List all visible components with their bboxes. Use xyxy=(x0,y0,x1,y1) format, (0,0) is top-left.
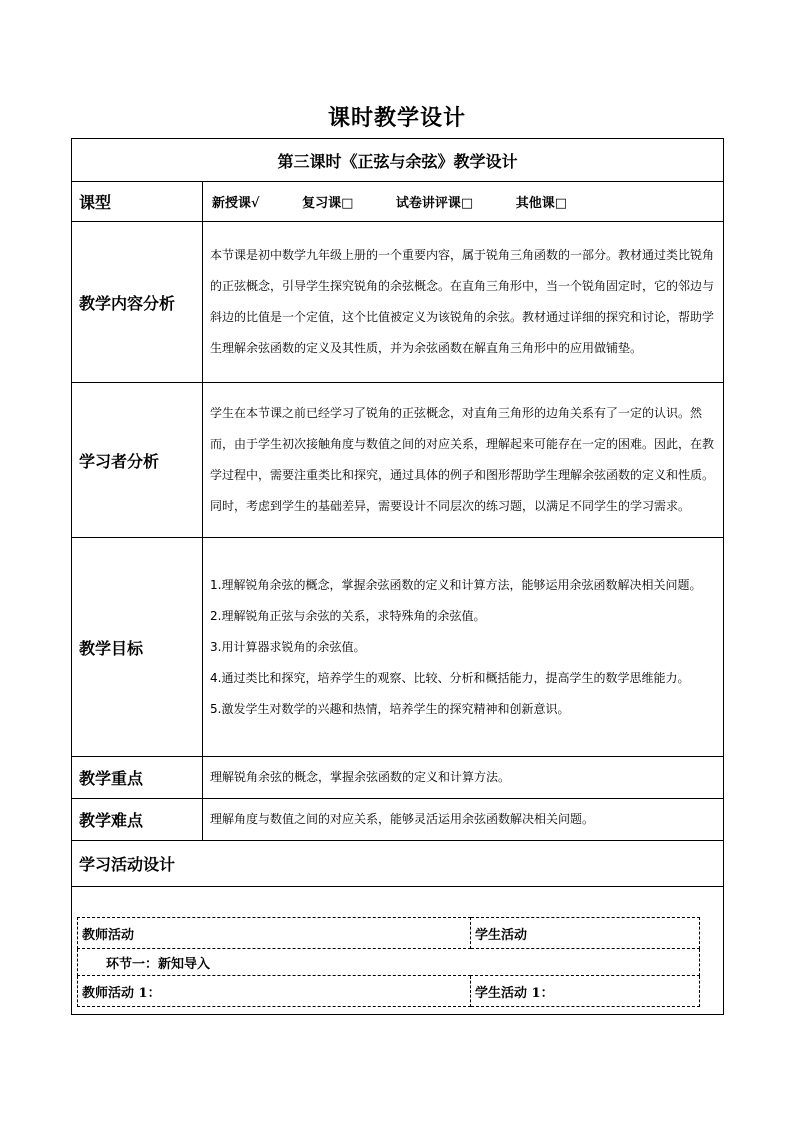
stage-title: 环节一：新知导入 xyxy=(78,949,700,976)
page-title: 课时教学设计 xyxy=(327,106,466,131)
difficulties-label: 教学难点 xyxy=(72,799,203,841)
activity-table xyxy=(77,917,700,1007)
difficulties-text: 理解角度与数值之间的对应关系，能够灵活运用余弦函数解决相关问题。 xyxy=(203,799,724,841)
course-type-option-other: 其他课□ xyxy=(515,196,568,211)
lesson-design-table xyxy=(71,138,724,1015)
objective-item: 5.激发学生对数学的兴趣和热情，培养学生的探究精神和创新意识。 xyxy=(210,701,570,716)
course-type-option-new: 新授课√ xyxy=(212,196,260,211)
key-points-text: 理解锐角余弦的概念，掌握余弦函数的定义和计算方法。 xyxy=(203,757,724,799)
student-activity-header: 学生活动 xyxy=(471,918,700,949)
objective-item: 2.理解锐角正弦与余弦的关系，求特殊角的余弦值。 xyxy=(210,608,486,623)
key-points-label: 教学重点 xyxy=(72,757,203,799)
course-type-option-exam-review: 试卷讲评课□ xyxy=(395,196,474,211)
lesson-title: 第三课时《正弦与余弦》教学设计 xyxy=(72,139,724,182)
learner-analysis-text: 学生在本节课之前已经学习了锐角的正弦概念，对直角三角形的边角关系有了一定的认识。然而，由于学生初次接触角度与数值之间的对应关系，理解起来可能存在一定的困难。因此，在教学过程中，需要注重类比和探究，通过具体的例子和图形帮助学生理解余弦函数的定义和性质。同时，考虑到学生的基础差异，需要设计不同层次的练习题，以满足不同学生的学习需求。 xyxy=(203,383,724,538)
student-activity-1: 学生活动 1： xyxy=(471,976,700,1007)
course-type-options xyxy=(203,182,724,222)
course-type-option-review: 复习课□ xyxy=(302,196,354,211)
activity-design-area xyxy=(72,887,724,1015)
learner-analysis-label: 学习者分析 xyxy=(72,383,203,538)
content-analysis-text: 本节课是初中数学九年级上册的一个重要内容，属于锐角三角函数的一部分。教材通过类比锐角的正弦概念，引导学生探究锐角的余弦概念。在直角三角形中，当一个锐角固定时，它的邻边与斜边的比值是一个定值，这个比值被定义为该锐角的余弦。教材通过详细的探究和讨论，帮助学生理解余弦函数的定义及其性质，并为余弦函数在解直角三角形中的应用做铺垫。 xyxy=(203,222,724,383)
objectives-list xyxy=(203,538,724,757)
course-type-label: 课型 xyxy=(72,182,203,222)
objective-item: 1.理解锐角余弦的概念，掌握余弦函数的定义和计算方法，能够运用余弦函数解决相关问题。 xyxy=(210,577,702,592)
objective-item: 4.通过类比和探究，培养学生的观察、比较、分析和概括能力，提高学生的数学思维能力。 xyxy=(210,670,690,685)
activity-design-label: 学习活动设计 xyxy=(72,841,724,887)
objectives-label: 教学目标 xyxy=(72,538,203,757)
teacher-activity-1: 教师活动 1： xyxy=(78,976,471,1007)
teacher-activity-header: 教师活动 xyxy=(78,918,471,949)
objective-item: 3.用计算器求锐角的余弦值。 xyxy=(210,639,366,654)
content-analysis-label: 教学内容分析 xyxy=(72,222,203,383)
